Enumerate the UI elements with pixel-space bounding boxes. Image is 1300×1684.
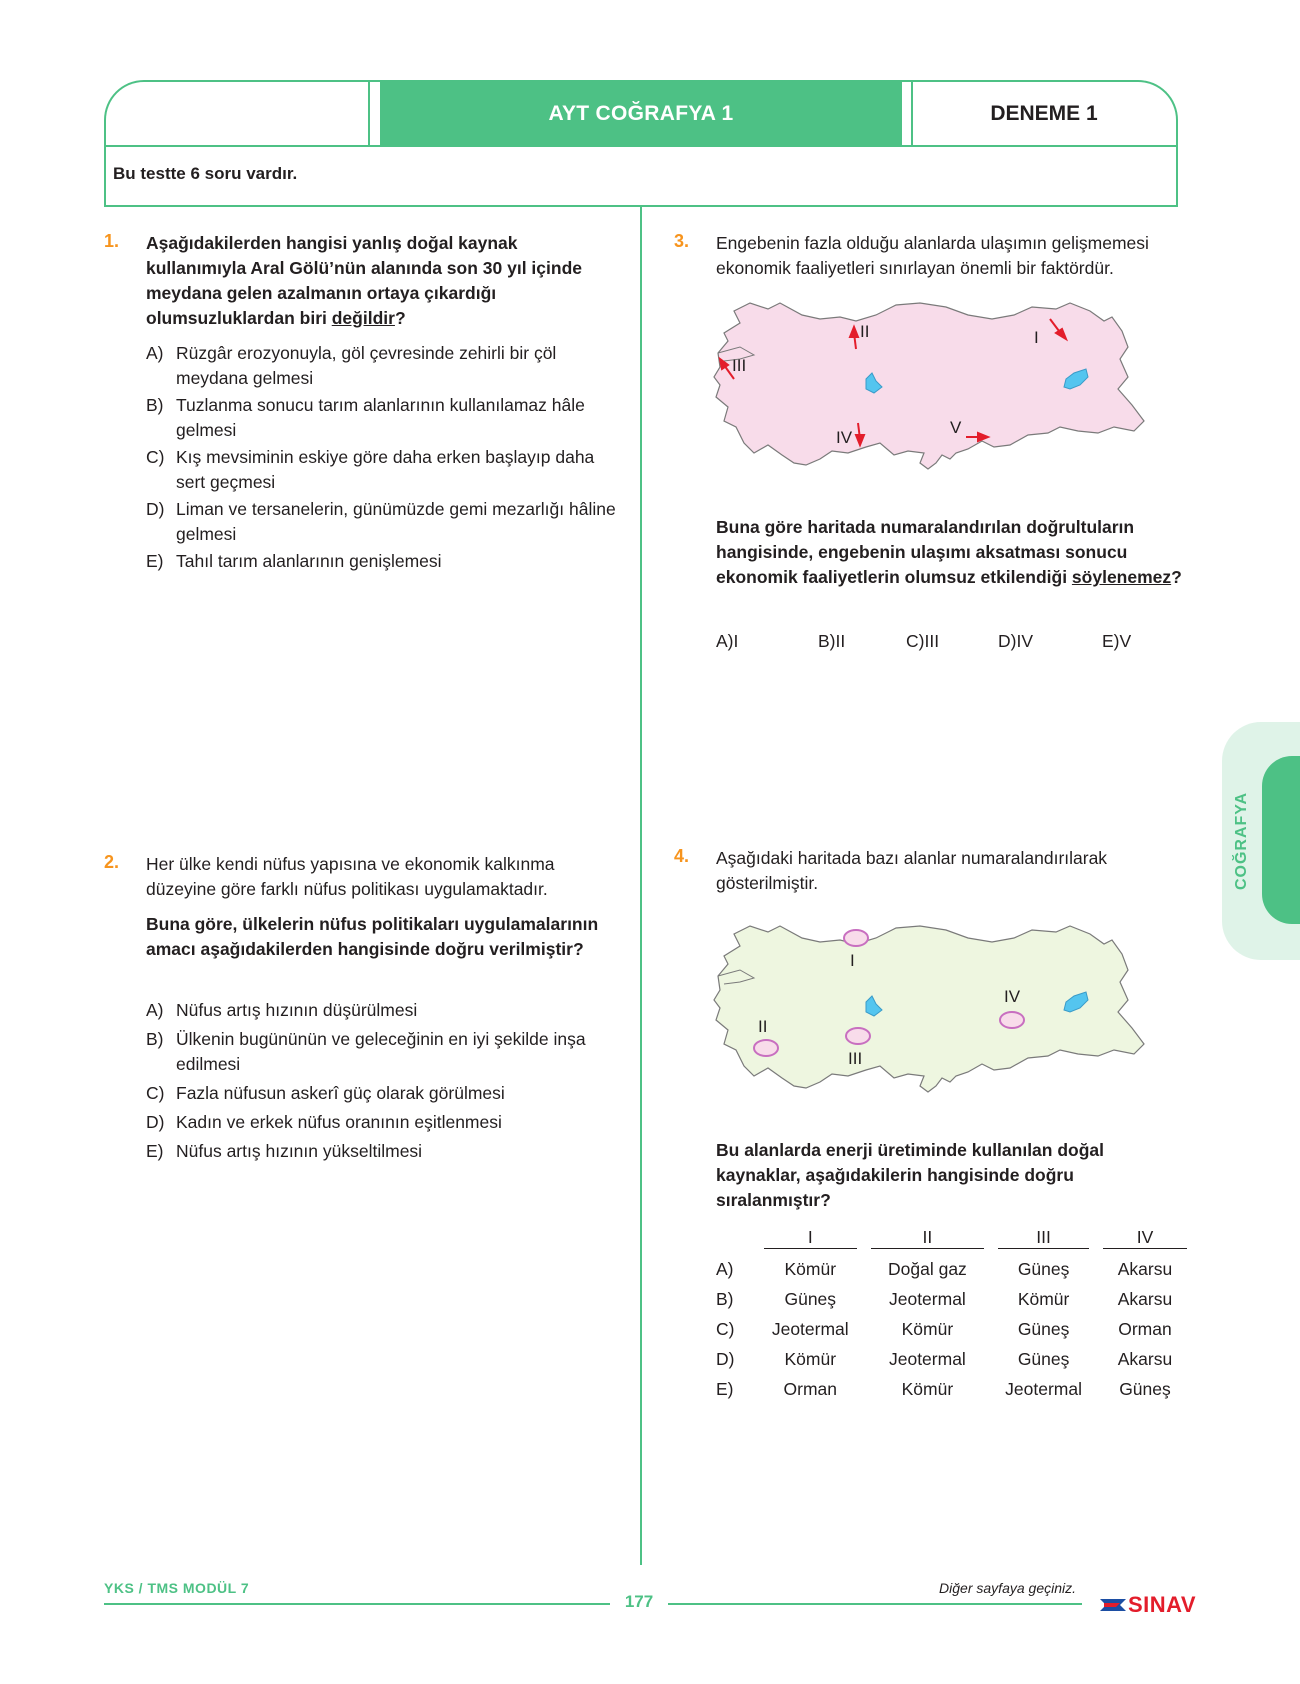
option-text: Tuzlanma sonucu tarım alanlarının kullanılamaz hâle gelmesi [176,395,585,440]
table-cell: Kömür [901,1318,954,1339]
test-info: Bu testte 6 soru vardır. [113,164,298,183]
table-cell: Güneş [1017,1318,1070,1339]
answer-option [146,393,626,443]
option-text: Nüfus artış hızının düşürülmesi [176,1000,418,1020]
option-text: Liman ve tersanelerin, günümüzde gemi mezarlığı hâline gelmesi [176,499,616,544]
route-label-i: I [1034,328,1039,347]
answer-option [906,629,939,654]
header-divider [104,145,1178,147]
table-cell: Güneş [1119,1378,1171,1399]
route-label-v: V [950,418,962,437]
page-number: 177 [624,1592,654,1611]
table-cell: Akarsu [1117,1288,1173,1309]
table-cell: Akarsu [1117,1348,1173,1369]
turkey-map-areas [710,916,1146,1106]
question-stem: Buna göre haritada numaralandırılan doğrultuların hangisinde, engebenin ulaşımı aksatması sonucu ekonomik faaliyetlerin olumsuz etkilendiği söylenemez? [716,517,1182,587]
question-stem: Aşağıdakilerden hangisi yanlış doğal kaynak kullanımıyla Aral Gölü’nün alanında son 30 yıl içinde meydana gelen azalmanın ortaya çıkardığı olumsuzluklardan biri değildir? [146,233,582,328]
option-text: II [835,631,846,651]
option-letter: B) [716,1288,734,1309]
brand-mark-icon [1098,1595,1128,1615]
subject-tab-label-wrap [1222,722,1262,960]
table-row [716,1254,1194,1284]
option-text: Ülkenin bugününün ve geleceğinin en iyi şekilde inşa edilmesi [176,1029,586,1074]
answer-option [1102,629,1131,654]
option-letter: B) [818,631,836,651]
area-label-iii: III [848,1049,863,1068]
option-letter: A) [146,343,164,363]
question-intro: Engebenin fazla olduğu alanlarda ulaşımın gelişmemesi ekonomik faaliyetleri sınırlayan önemli bir faktördür. [716,233,1149,278]
column-header: IV [1103,1227,1187,1249]
exam-title: AYT COĞRAFYA 1 [548,101,734,125]
question-stem: Bu alanlarda enerji üretiminde kullanılan doğal kaynaklar, aşağıdakilerin hangisinde doğru sıralanmıştır? [716,1140,1105,1210]
table-cell: Orman [783,1378,837,1399]
table-cell: Kömür [784,1258,837,1279]
option-letter: A) [146,1000,164,1020]
answer-option [716,629,738,654]
answer-option [818,629,845,654]
option-text: Kadın ve erkek nüfus oranının eşitlenmesi [176,1112,502,1132]
area-label-iv: IV [1004,987,1021,1006]
options-list [146,341,626,576]
table-cell: Jeotermal [888,1288,966,1309]
area-label-i: I [850,951,855,970]
option-letter: C) [146,447,165,467]
table-cell: Kömür [784,1348,837,1369]
options-list [146,998,626,1168]
answer-table [716,1222,1194,1404]
option-letter: D) [146,1112,165,1132]
question-number: 2. [104,852,120,872]
brand-logo [1098,1592,1196,1618]
option-letter: B) [146,1029,164,1049]
table-cell: Jeotermal [771,1318,849,1339]
option-letter: A) [716,1258,734,1279]
question-intro: Aşağıdaki haritada bazı alanlar numaralandırılarak gösterilmiştir. [716,848,1108,893]
option-text: Fazla nüfusun askerî güç olarak görülmesi [176,1083,505,1103]
option-letter: E) [146,1141,164,1161]
table-cell: Orman [1118,1318,1172,1339]
table-cell: Akarsu [1117,1258,1173,1279]
option-text: Kış mevsiminin eskiye göre daha erken başlayıp daha sert geçmesi [176,447,595,492]
table-row [716,1374,1194,1404]
area-label-ii: II [758,1017,768,1036]
option-letter: B) [146,395,164,415]
question-stem: Buna göre, ülkelerin nüfus politikaları uygulamalarının amacı aşağıdakilerden hangisinde doğru verilmiştir? [146,914,599,959]
question-number: 4. [674,846,690,866]
header-separator [368,82,370,145]
option-text: III [924,631,940,651]
option-letter: D) [716,1348,735,1369]
option-text: IV [1016,631,1034,651]
table-row [716,1284,1194,1314]
answer-option [146,1027,626,1077]
table-cell: Kömür [901,1378,954,1399]
option-letter: E) [146,551,164,571]
option-letter: C) [716,1318,735,1339]
subject-tab-accent [1262,756,1300,924]
answer-option [146,1139,626,1164]
subject-tab-label: COĞRAFYA [1233,791,1250,891]
table-cell: Jeotermal [1005,1378,1083,1399]
table-cell: Güneş [1017,1258,1070,1279]
options-row [716,629,1156,654]
footer-line [668,1603,1082,1605]
option-letter: C) [146,1083,165,1103]
option-letter: E) [716,1378,734,1399]
route-label-iv: IV [836,428,853,447]
option-text: I [733,631,739,651]
answer-option [146,341,626,391]
header-title-box [380,82,902,145]
option-letter: A) [716,631,734,651]
option-text: Nüfus artış hızının yükseltilmesi [176,1141,423,1161]
column-header: II [871,1227,985,1249]
table-row [716,1344,1194,1374]
question-number: 3. [674,231,690,251]
option-text: Tahıl tarım alanlarının genişlemesi [176,551,442,571]
module-label: YKS / TMS MODÜL 7 [104,1580,250,1596]
option-text: Rüzgâr erozyonuyla, göl çevresinde zehirli bir çöl meydana gelmesi [176,343,557,388]
column-header: I [764,1227,857,1249]
footer-line [104,1603,610,1605]
brand-name: SINAV [1128,1592,1197,1617]
turkey-outline [714,926,1144,1092]
answer-option [146,1081,626,1106]
next-page-note: Diğer sayfaya geçiniz. [939,1580,1076,1596]
table-cell: Doğal gaz [888,1258,967,1279]
answer-option [146,497,626,547]
option-letter: D) [998,631,1017,651]
turkey-outline [714,303,1144,469]
option-letter: E) [1102,631,1120,651]
question-number: 1. [104,231,120,251]
option-letter: D) [146,499,165,519]
question-intro: Her ülke kendi nüfus yapısına ve ekonomik kalkınma düzeyine göre farklı nüfus politikası uygulamaktadır. [146,854,555,899]
route-label-iii: III [732,356,747,375]
option-text: V [1119,631,1132,651]
deneme-label: DENEME 1 [990,101,1098,125]
route-label-ii: II [860,322,870,341]
answer-option [146,1110,626,1135]
option-letter: C) [906,631,925,651]
answer-option [146,445,626,495]
table-cell: Kömür [1017,1288,1070,1309]
answer-option [146,549,626,574]
turkey-map-routes [710,293,1146,483]
column-header: III [998,1227,1089,1249]
column-divider [640,207,642,1565]
answer-option [998,629,1033,654]
table-row [716,1314,1194,1344]
table-cell: Güneş [784,1288,837,1309]
table-header-row [716,1222,1194,1254]
answer-option [146,998,626,1023]
table-cell: Güneş [1017,1348,1070,1369]
table-cell: Jeotermal [888,1348,966,1369]
